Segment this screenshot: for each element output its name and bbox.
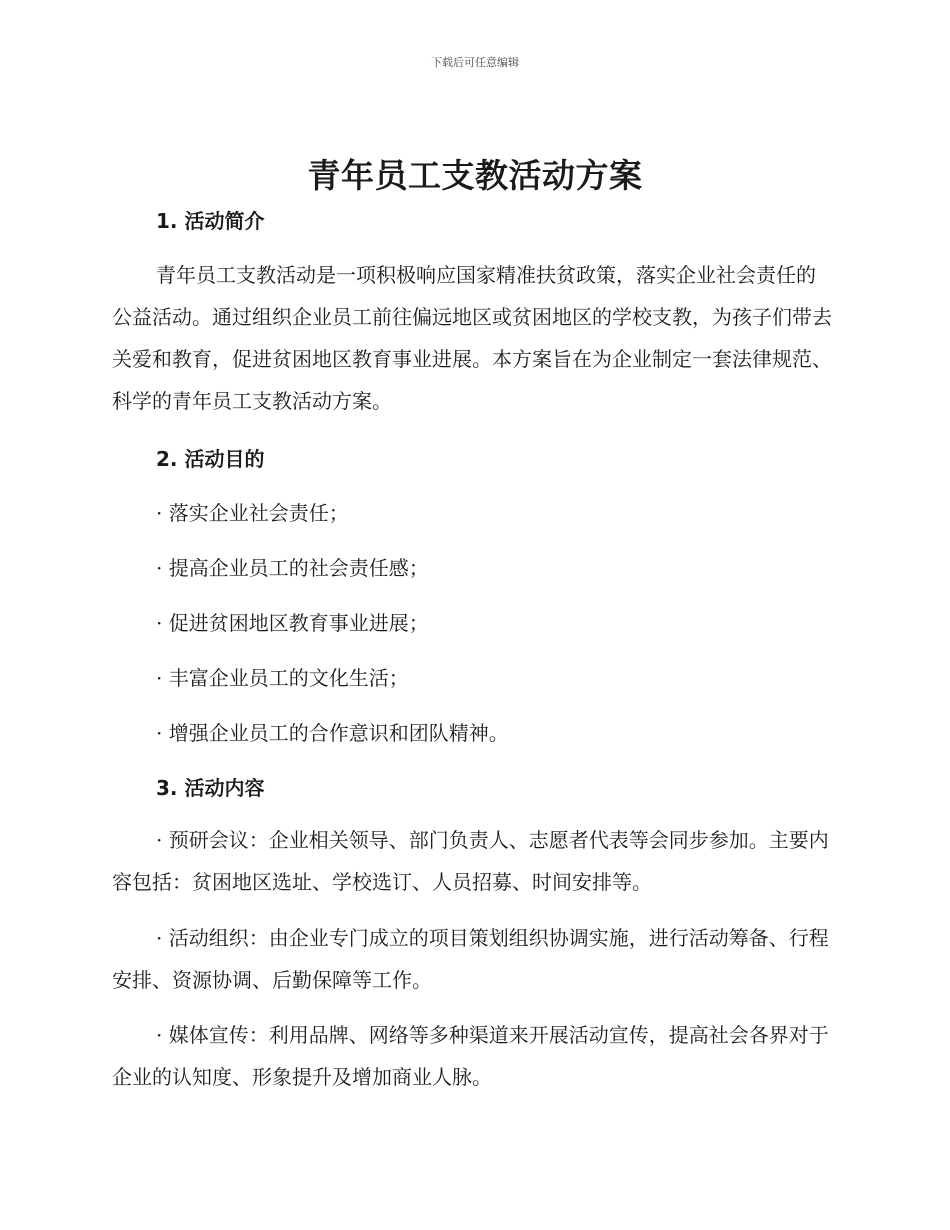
- document-title: 青年员工支教活动方案: [307, 156, 643, 195]
- section-heading-content: 3. 活动内容: [156, 776, 265, 800]
- purpose-list-item: · 增强企业员工的合作意识和团队精神。: [156, 721, 509, 745]
- purpose-list-item: · 促进贫困地区教育事业进展；: [156, 611, 429, 635]
- section-heading-intro: 1. 活动简介: [156, 209, 265, 233]
- purpose-list-item: · 落实企业社会责任；: [156, 501, 349, 525]
- intro-paragraph: 青年员工支教活动是一项积极响应国家精准扶贫政策，落实企业社会责任的公益活动。通过组织企业员工前往偏远地区或贫困地区的学校支教，为孩子们带去关爱和教育，促进贫困地区教育事业进展。本方案旨在为企业制定一套法律规范、科学的青年员工支教活动方案。: [112, 263, 832, 413]
- purpose-list-item: · 丰富企业员工的文化生活；: [156, 666, 409, 690]
- section-heading-purpose: 2. 活动目的: [156, 447, 265, 471]
- page-header: 下载后可任意编辑: [431, 56, 519, 69]
- content-paragraph-organization: · 活动组织：由企业专门成立的项目策划组织协调实施，进行活动筹备、行程安排、资源协调、后勤保障等工作。: [112, 926, 829, 992]
- content-paragraph-meeting: · 预研会议：企业相关领导、部门负责人、志愿者代表等会同步参加。主要内容包括：贫困地区选址、学校选订、人员招募、时间安排等。: [112, 828, 829, 894]
- purpose-list-item: · 提高企业员工的社会责任感；: [156, 556, 429, 580]
- content-paragraph-media: · 媒体宣传：利用品牌、网络等多种渠道来开展活动宣传，提高社会各界对于企业的认知度、形象提升及增加商业人脉。: [112, 1023, 829, 1089]
